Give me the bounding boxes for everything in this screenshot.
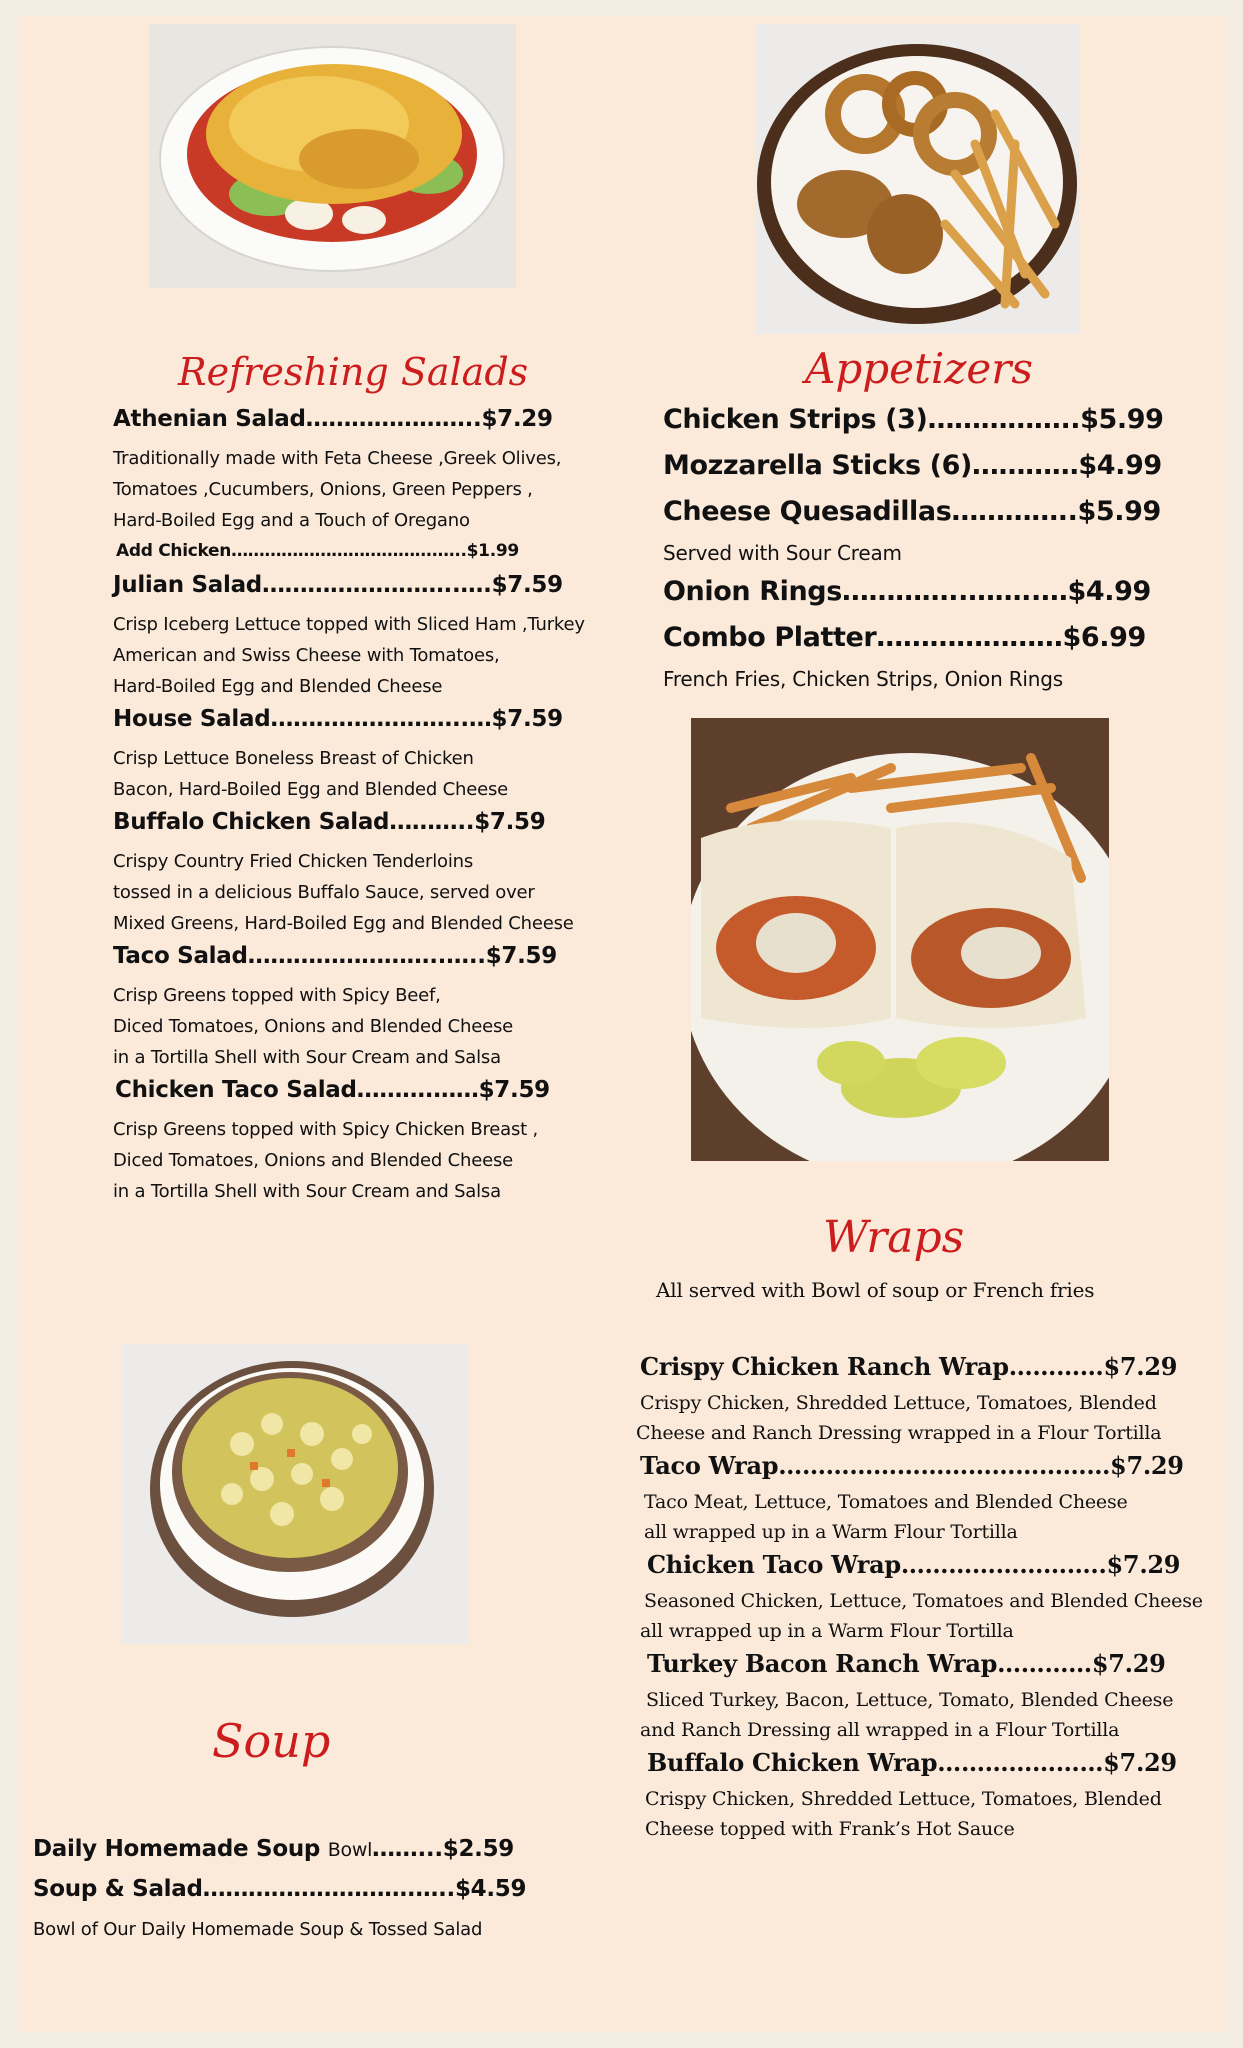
chicken-taco-wrap-desc-1: Seasoned Chicken, Lettuce, Tomatoes and Blended Cheese — [644, 1590, 1203, 1612]
appetizer-photo — [755, 24, 1079, 334]
taco-wrap-desc-2: all wrapped up in a Warm Flour Tortilla — [644, 1521, 1018, 1543]
athenian-salad-line: Athenian Salad…………………..$7.29 — [113, 406, 553, 432]
cheese-quesadillas-desc: Served with Sour Cream — [663, 541, 902, 565]
onion-rings-line: Onion Rings…………..……..…$4.99 — [663, 576, 1151, 607]
chicken-strips-line: Chicken Strips (3)……………..$5.99 — [663, 404, 1164, 435]
buffalo-chicken-wrap-line: Buffalo Chicken Wrap…………………$7.29 — [647, 1748, 1177, 1777]
add-chicken-line: Add Chicken……………………………….…..$1.99 — [116, 541, 519, 561]
cheese-quesadillas-line: Cheese Quesadillas…………..$5.99 — [663, 496, 1161, 527]
house-salad-line: House Salad……………………..…$7.59 — [113, 706, 563, 732]
athenian-salad-desc-2: Tomatoes ,Cucumbers, Onions, Green Peppers , — [113, 479, 533, 500]
julian-salad-desc-3: Hard-Boiled Egg and Blended Cheese — [113, 676, 443, 697]
turkey-bacon-ranch-wrap-desc-2: and Ranch Dressing all wrapped in a Flour Tortilla — [640, 1719, 1120, 1741]
chicken-taco-salad-desc-3: in a Tortilla Shell with Sour Cream and Salsa — [113, 1181, 501, 1202]
combo-platter-desc: French Fries, Chicken Strips, Onion Rings — [663, 667, 1063, 691]
salads-title: Refreshing Salads — [178, 350, 529, 394]
taco-salad-desc-3: in a Tortilla Shell with Sour Cream and Salsa — [113, 1047, 501, 1068]
salad-photo — [149, 24, 516, 288]
taco-salad-desc-2: Diced Tomatoes, Onions and Blended Cheese — [113, 1016, 513, 1037]
daily-homemade-soup-line — [33, 1836, 514, 1862]
turkey-bacon-ranch-wrap-line: Turkey Bacon Ranch Wrap…………$7.29 — [647, 1649, 1166, 1678]
buffalo-chicken-wrap-desc-2: Cheese topped with Frank’s Hot Sauce — [645, 1818, 1015, 1840]
soup-photo — [122, 1344, 468, 1644]
taco-wrap-line: Taco Wrap……………………………………$7.29 — [640, 1451, 1184, 1480]
crispy-chicken-ranch-wrap-line: Crispy Chicken Ranch Wrap…………$7.29 — [640, 1352, 1178, 1381]
buffalo-chicken-salad-desc-3: Mixed Greens, Hard-Boiled Egg and Blended Cheese — [113, 913, 574, 934]
athenian-salad-desc-1: Traditionally made with Feta Cheese ,Greek Olives, — [113, 448, 562, 469]
mozzarella-sticks-line: Mozzarella Sticks (6)…………$4.99 — [663, 450, 1162, 481]
chicken-taco-wrap-line: Chicken Taco Wrap……………………..$7.29 — [647, 1550, 1181, 1579]
bowl-label: Bowl — [327, 1839, 373, 1861]
chicken-taco-salad-line: Chicken Taco Salad……….……$7.59 — [115, 1077, 550, 1103]
buffalo-chicken-wrap-desc-1: Crispy Chicken, Shredded Lettuce, Tomatoes, Blended — [645, 1788, 1162, 1810]
house-salad-desc-2: Bacon, Hard-Boiled Egg and Blended Cheese — [113, 779, 509, 800]
crispy-chicken-ranch-wrap-desc-2: Cheese and Ranch Dressing wrapped in a Flour Tortilla — [636, 1422, 1162, 1444]
soup-title: Soup — [212, 1714, 331, 1768]
daily-homemade-soup-price: ……...$2.59 — [372, 1836, 515, 1862]
wraps-subtitle: All served with Bowl of soup or French fries — [656, 1278, 1095, 1302]
chicken-taco-salad-desc-1: Crisp Greens topped with Spicy Chicken Breast , — [113, 1119, 539, 1140]
taco-salad-desc-1: Crisp Greens topped with Spicy Beef, — [113, 985, 441, 1006]
julian-salad-desc-2: American and Swiss Cheese with Tomatoes, — [113, 645, 500, 666]
athenian-salad-desc-3: Hard-Boiled Egg and a Touch of Oregano — [113, 510, 470, 531]
buffalo-chicken-salad-desc-1: Crispy Country Fried Chicken Tenderloins — [113, 851, 474, 872]
julian-salad-line: Julian Salad……………………..….$7.59 — [113, 572, 563, 598]
daily-homemade-soup-name: Daily Homemade Soup — [33, 1836, 328, 1862]
crispy-chicken-ranch-wrap-desc-1: Crispy Chicken, Shredded Lettuce, Tomatoes, Blended — [640, 1392, 1157, 1414]
house-salad-desc-1: Crisp Lettuce Boneless Breast of Chicken — [113, 748, 474, 769]
combo-platter-line: Combo Platter…………………$6.99 — [663, 622, 1146, 653]
wrap-photo — [691, 718, 1109, 1161]
taco-wrap-desc-1: Taco Meat, Lettuce, Tomatoes and Blended Cheese — [644, 1491, 1128, 1513]
appetizers-title: Appetizers — [805, 344, 1033, 393]
chicken-taco-salad-desc-2: Diced Tomatoes, Onions and Blended Cheese — [113, 1150, 513, 1171]
wraps-title: Wraps — [823, 1212, 965, 1263]
chicken-taco-wrap-desc-2: all wrapped up in a Warm Flour Tortilla — [640, 1620, 1014, 1642]
turkey-bacon-ranch-wrap-desc-1: Sliced Turkey, Bacon, Lettuce, Tomato, Blended Cheese — [646, 1689, 1174, 1711]
buffalo-chicken-salad-line: Buffalo Chicken Salad………..$7.59 — [113, 809, 546, 835]
soup-and-salad-desc: Bowl of Our Daily Homemade Soup & Tossed Salad — [33, 1919, 483, 1940]
julian-salad-desc-1: Crisp Iceberg Lettuce topped with Sliced Ham ,Turkey — [113, 614, 585, 635]
soup-and-salad-line: Soup & Salad……………………….…..$4.59 — [33, 1876, 527, 1902]
buffalo-chicken-salad-desc-2: tossed in a delicious Buffalo Sauce, served over — [113, 882, 535, 903]
taco-salad-line: Taco Salad……………………..…..$7.59 — [113, 943, 557, 969]
